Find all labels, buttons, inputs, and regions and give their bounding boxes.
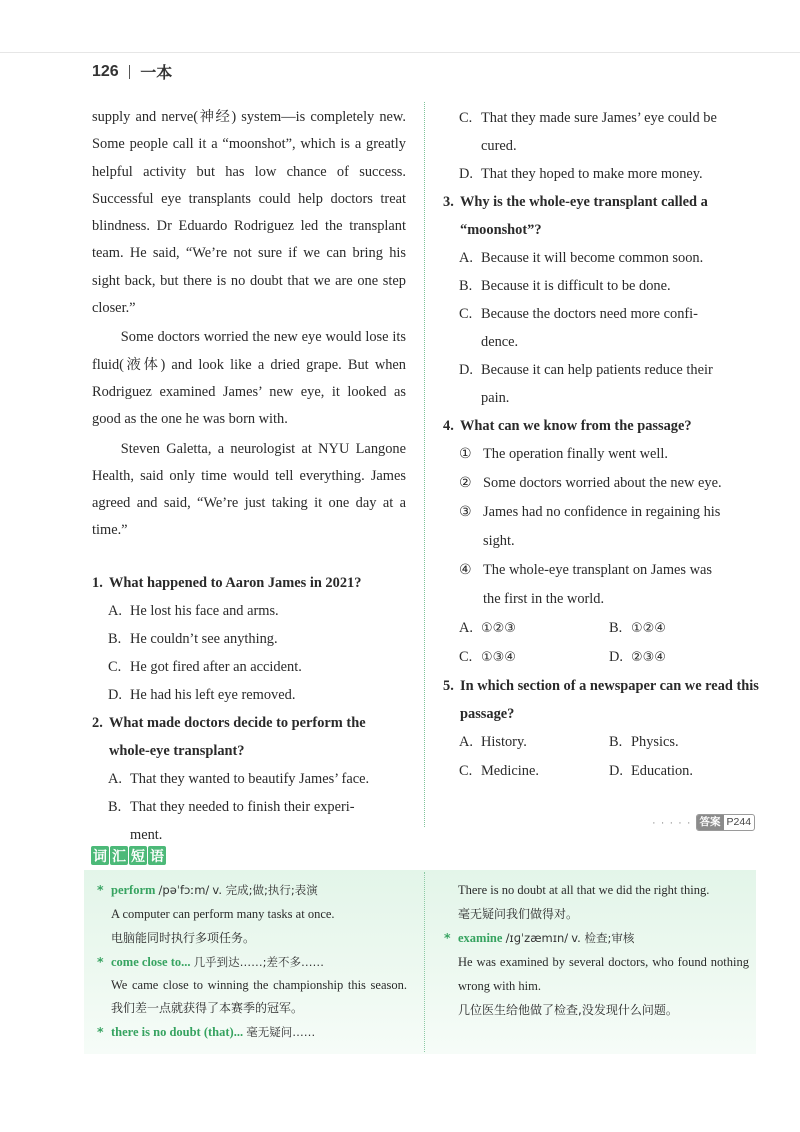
option-text: ①②④ — [631, 621, 666, 636]
option-text: ①③④ — [481, 650, 516, 665]
option-text-line-2: cured. — [481, 138, 517, 154]
question-1-text: What happened to Aaron James in 2021? — [109, 574, 362, 591]
question-4 — [443, 412, 760, 672]
vocab-title-char: 短 — [129, 846, 147, 865]
option-text-line-1: Because it can help patients reduce their — [481, 362, 713, 378]
question-2-text: What made doctors decide to perform the whole-eye transplant? — [109, 714, 366, 759]
question-2-number: 2. — [92, 714, 103, 731]
option-text-line-2: ment. — [130, 826, 163, 843]
option-letter: D. — [609, 649, 623, 665]
vocab-definition: 几乎到达……;差不多…… — [193, 955, 324, 969]
option-letter: B. — [609, 734, 623, 750]
q5-option-c[interactable] — [459, 757, 609, 786]
q4-statement-1 — [443, 440, 760, 469]
option-text: That they wanted to beautify James’ face. — [130, 770, 370, 787]
q5-option-b[interactable] — [609, 728, 759, 757]
option-text: Physics. — [631, 734, 679, 750]
statement-text-line-2: sight. — [483, 533, 515, 549]
vocab-translation: 电脑能同时执行多项任务。 — [111, 931, 256, 945]
option-letter: C. — [459, 649, 473, 665]
question-3-text: Why is the whole-eye transplant called a “moonshot”? — [460, 194, 708, 238]
question-2-continued — [443, 104, 760, 188]
option-text: ②③④ — [631, 650, 666, 665]
q2-option-c[interactable] — [443, 104, 760, 160]
option-text-line-1: That they made sure James’ eye could be — [481, 110, 717, 126]
question-5 — [443, 672, 760, 786]
q3-option-d[interactable] — [443, 356, 760, 412]
vocab-entry-there-is-no-doubt — [97, 1020, 407, 1044]
vocab-headword: examine — [458, 931, 503, 945]
option-letter: A. — [459, 250, 473, 266]
option-letter: C. — [459, 763, 473, 779]
vocab-entry-perform — [97, 878, 407, 902]
answer-reference[interactable] — [652, 814, 755, 831]
option-letter: D. — [459, 362, 473, 378]
option-text: Because it will become common soon. — [481, 250, 704, 266]
vocab-right-column — [444, 878, 749, 1022]
option-text: He lost his face and arms. — [130, 602, 279, 619]
option-text: He couldn’t see anything. — [130, 630, 278, 647]
q4-statement-3 — [443, 498, 760, 556]
vocab-definition: 毫无疑问…… — [246, 1025, 316, 1039]
page-number: 126 — [92, 62, 119, 80]
question-4-number: 4. — [443, 418, 454, 434]
vocab-title-char: 语 — [148, 846, 166, 865]
q2-option-b[interactable] — [92, 793, 406, 849]
option-text: That they hoped to make more money. — [481, 166, 703, 182]
option-letter: A. — [459, 620, 473, 636]
statement-text: The operation finally went well. — [483, 446, 669, 462]
option-text: ①②③ — [481, 621, 516, 636]
option-letter: B. — [459, 278, 473, 294]
q4-options-row-2 — [443, 643, 760, 672]
q5-options-row-1 — [443, 728, 760, 757]
option-text: Medicine. — [481, 763, 539, 779]
column-divider — [424, 102, 425, 827]
option-letter: C. — [459, 110, 473, 126]
book-title: 一本 — [140, 63, 173, 82]
option-text: Education. — [631, 763, 693, 779]
statement-mark: ① — [459, 446, 472, 462]
q5-option-d[interactable] — [609, 757, 759, 786]
q4-options-row-1 — [443, 614, 760, 643]
passage-paragraph-1: supply and nerve(神经) system—is completely new. Some people call it a “moonshot”, which is a greatly helpful activity but has low chance of success. Successful eye transplants could help doctors treat blindness. Dr Eduardo Rodriguez led the transplant team. He said, “We’re not sure if we can bring his sight back, but there is no doubt that we are one step closer.” — [92, 109, 406, 317]
vocab-translation: 几位医生给他做了检查,没发现什么问题。 — [458, 1003, 678, 1017]
q1-option-a[interactable] — [92, 597, 406, 625]
vocab-phonetic: /ɪɡˈzæmɪn/ — [505, 931, 569, 945]
q4-option-c[interactable] — [459, 643, 609, 672]
statement-text-line-1: James had no confidence in regaining his — [483, 504, 721, 520]
option-text: History. — [481, 734, 527, 750]
statement-text: Some doctors worried about the new eye. — [483, 475, 722, 491]
vocab-headword: perform — [111, 883, 156, 897]
vocab-definition: v. 检查;审核 — [571, 931, 635, 945]
q1-option-b[interactable] — [92, 625, 406, 653]
option-letter: D. — [609, 763, 623, 779]
q5-options-row-2 — [443, 757, 760, 786]
question-3-number: 3. — [443, 194, 454, 210]
option-text: He got fired after an accident. — [130, 658, 302, 675]
vocab-headword: there is no doubt (that)... — [111, 1025, 244, 1039]
star-icon: * — [97, 954, 104, 969]
question-5-number: 5. — [443, 678, 454, 694]
q3-option-c[interactable] — [443, 300, 760, 356]
option-letter: A. — [108, 770, 122, 787]
vocab-example — [97, 974, 407, 1020]
question-4-text: What can we know from the passage? — [460, 418, 692, 434]
option-text — [481, 300, 760, 356]
star-icon: * — [97, 1024, 104, 1039]
vocab-example: A computer can perform many tasks at once. — [111, 907, 335, 921]
option-letter: B. — [108, 798, 122, 815]
option-text-line-1: That they needed to finish their experi- — [130, 798, 355, 815]
answer-label: 答案 — [697, 815, 724, 830]
question-3 — [443, 188, 760, 412]
statement-text-line-1: The whole-eye transplant on James was — [483, 562, 712, 578]
statement-text — [483, 498, 760, 556]
leader-dots: · · · · · — [652, 816, 692, 829]
vocab-entry-examine — [444, 926, 749, 950]
statement-text — [483, 556, 760, 614]
question-3-title — [443, 188, 760, 244]
option-letter: A. — [459, 734, 473, 750]
vocab-headword: come close to... — [111, 955, 191, 969]
q3-option-b[interactable] — [443, 272, 760, 300]
star-icon: * — [444, 930, 451, 945]
option-letter: A. — [108, 602, 122, 619]
question-1-title — [92, 569, 406, 597]
vocab-entry-come-close-to — [97, 950, 407, 974]
option-letter: C. — [108, 658, 122, 675]
vocab-definition: v. 完成;做;执行;表演 — [212, 883, 318, 897]
q5-option-a[interactable] — [459, 728, 609, 757]
vocab-example: He was examined by several doctors, who found nothing wrong with him. — [458, 955, 749, 993]
star-icon: * — [97, 882, 104, 897]
option-letter: D. — [108, 686, 122, 703]
left-column — [92, 104, 406, 849]
vocab-example-en: We came close to winning the championship this season. — [111, 978, 407, 992]
option-letter: D. — [459, 166, 473, 182]
statement-mark: ③ — [459, 504, 472, 520]
question-5-title — [443, 672, 760, 728]
option-text — [130, 793, 406, 849]
option-text-line-2: pain. — [481, 390, 510, 406]
question-2-title — [92, 709, 406, 765]
passage-paragraph-2: Some doctors worried the new eye would lose its fluid(液体) and look like a dried grape. But when Rodriguez examined James’ new eye, it looked as good as the one he was born with. — [92, 329, 406, 428]
vocab-left-column — [97, 878, 407, 1044]
passage-paragraph-3: Steven Galetta, a neurologist at NYU Langone Health, said only time would tell everything. James agreed and said, “We’re just taking it one day at a time.” — [92, 440, 406, 539]
vocab-title-char: 汇 — [110, 846, 128, 865]
vocab-section-title — [91, 846, 166, 865]
vocab-translation: 毫无疑问我们做得对。 — [458, 907, 579, 921]
right-column — [443, 104, 760, 786]
q4-option-d[interactable] — [609, 643, 759, 672]
q4-option-a[interactable] — [459, 614, 609, 643]
vocab-translation: 我们差一点就获得了本赛季的冠军。 — [111, 1001, 304, 1015]
option-letter: B. — [609, 620, 623, 636]
statement-text-line-2: the first in the world. — [483, 591, 605, 607]
option-text — [481, 104, 760, 160]
option-text — [481, 356, 760, 412]
vocab-phonetic: /pəˈfɔːm/ — [158, 883, 210, 897]
page-header — [92, 60, 172, 83]
question-1 — [92, 569, 406, 709]
q1-option-d[interactable] — [92, 681, 406, 709]
q4-statement-2 — [443, 469, 760, 498]
vocab-example: There is no doubt at all that we did the right thing. — [458, 883, 710, 897]
option-text: He had his left eye removed. — [130, 686, 296, 703]
statement-mark: ④ — [459, 562, 472, 578]
q1-option-c[interactable] — [92, 653, 406, 681]
vocab-title-char: 词 — [91, 846, 109, 865]
q2-option-d[interactable] — [443, 160, 760, 188]
q3-option-a[interactable] — [443, 244, 760, 272]
vocab-divider — [424, 872, 425, 1052]
option-text-line-2: dence. — [481, 334, 519, 350]
question-4-title — [443, 412, 760, 440]
q4-option-b[interactable] — [609, 614, 759, 643]
question-1-number: 1. — [92, 574, 103, 591]
option-letter: C. — [459, 306, 473, 322]
option-letter: B. — [108, 630, 122, 647]
option-text: Because it is difficult to be done. — [481, 278, 671, 294]
answer-page: P244 — [726, 816, 752, 828]
header-separator — [129, 65, 131, 79]
statement-mark: ② — [459, 475, 472, 491]
header-rule — [0, 52, 800, 53]
q4-statement-4 — [443, 556, 760, 614]
question-2 — [92, 709, 406, 849]
question-5-text: In which section of a newspaper can we read this passage? — [460, 678, 759, 722]
q2-option-a[interactable] — [92, 765, 406, 793]
answer-badge — [696, 814, 756, 831]
option-text-line-1: Because the doctors need more confi- — [481, 306, 698, 322]
